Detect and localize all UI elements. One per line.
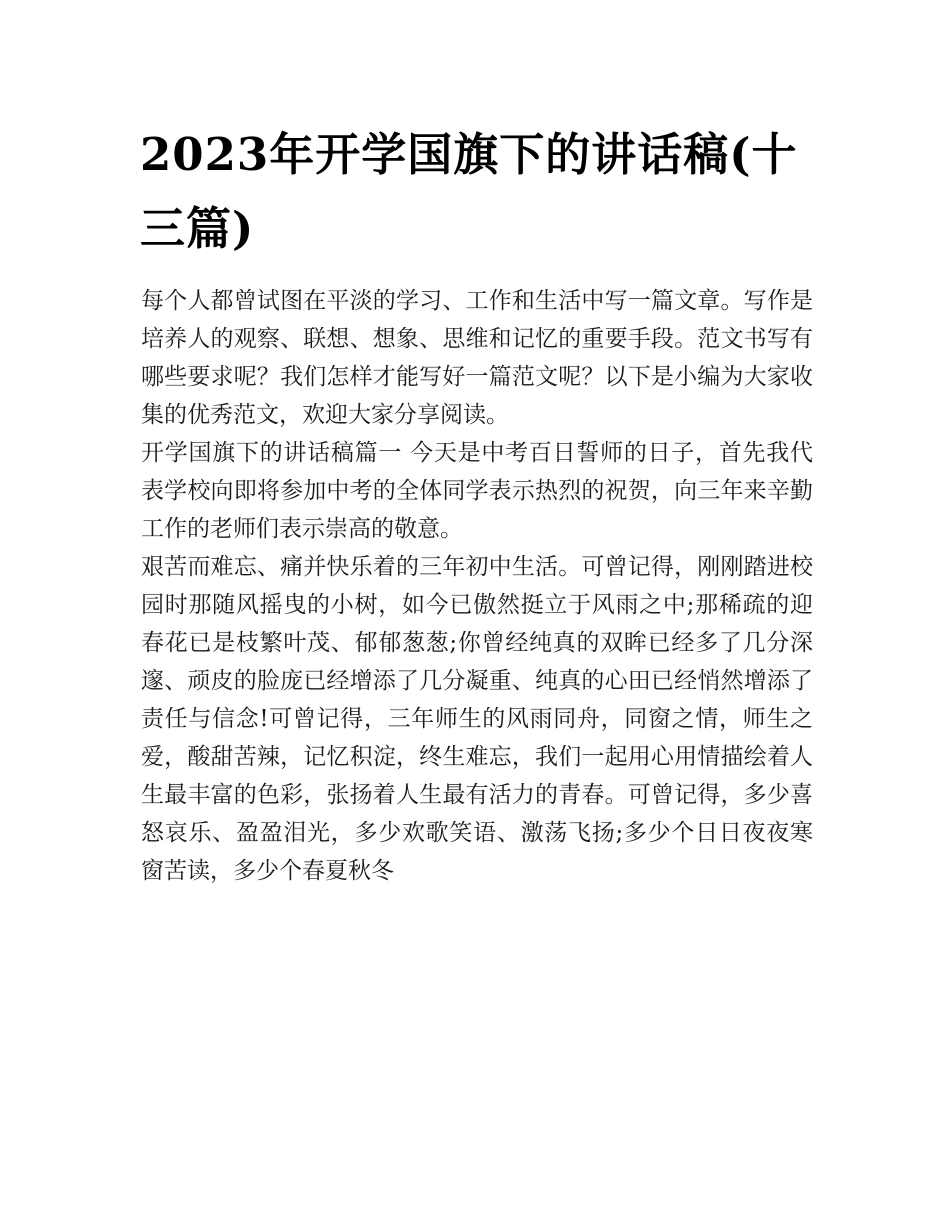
paragraph-speech-opening: 开学国旗下的讲话稿篇一 今天是中考百日誓师的日子，首先我代表学校向即将参加中考的全体同学表示热烈的祝贺，向三年来辛勤工作的老师们表示崇高的敬意。 [141,440,813,542]
paragraph-speech-body: 艰苦而难忘、痛并快乐着的三年初中生活。可曾记得，刚刚踏进校园时那随风摇曳的小树，如今已傲然挺立于风雨之中;那稀疏的迎春花已是枝繁叶茂、郁郁葱葱;你曾经纯真的双眸已经多了几分深邃、顽皮的脸庞已经增添了几分凝重、纯真的心田已经悄然增添了责任与信念!可曾记得，三年师生的风雨同舟，同窗之情，师生之爱，酸甜苦辣，记忆积淀，终生难忘，我们一起用心用情描绘着人生最丰富的色彩，张扬着人生最有活力的青春。可曾记得，多少喜怒哀乐、盈盈泪光，多少欢歌笑语、激荡飞扬;多少个日日夜夜寒窗苦读，多少个春夏秋冬 [141,554,813,884]
paragraph-intro: 每个人都曾试图在平淡的学习、工作和生活中写一篇文章。写作是培养人的观察、联想、想象、思维和记忆的重要手段。范文书写有哪些要求呢？我们怎样才能写好一篇范文呢？以下是小编为大家收集的优秀范文，欢迎大家分享阅读。 [141,288,813,428]
document-title: 2023年开学国旗下的讲话稿(十三篇) [140,128,798,255]
document-body [141,282,813,890]
